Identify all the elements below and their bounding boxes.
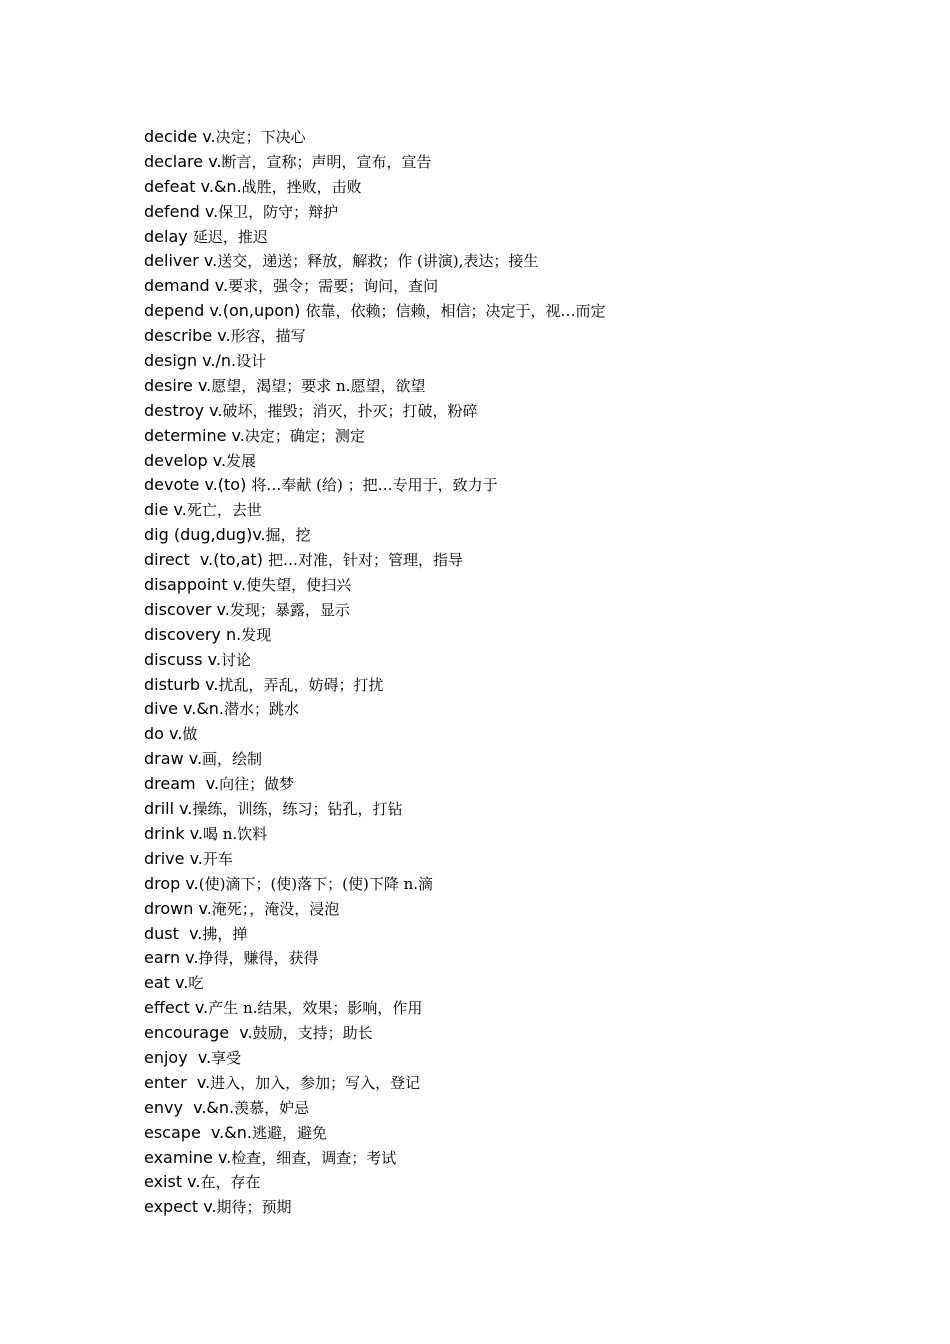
vocabulary-entry [144,498,606,523]
vocabulary-entry [144,722,606,747]
vocabulary-entry [144,449,606,474]
vocabulary-entry [144,623,606,648]
entry-definition: 讨论 [220,650,251,669]
entry-definition: 断言，宣称；声明，宣布，宣告 [221,152,432,171]
entry-definition: 决定；下决心 [215,128,306,146]
vocabulary-entry [144,897,606,922]
entry-definition: 做 [182,725,198,744]
entry-word: design v./n. [144,351,237,371]
vocabulary-entry [144,150,606,175]
vocabulary-entry [144,598,606,623]
vocabulary-entry [144,996,606,1021]
entry-definition: 送交，递送；释放，解救；作 (讲演),表达；接生 [217,252,539,271]
entry-definition: 吃 [188,974,204,993]
entry-word: declare v. [144,151,222,171]
vocabulary-entry [144,225,606,250]
entry-word: desire v. [144,375,212,395]
vocabulary-entry [144,1195,606,1220]
vocabulary-entry [144,797,606,822]
entry-definition: 形容，描写 [230,327,306,346]
vocabulary-entry [144,1046,606,1071]
entry-word: determine v. [144,425,245,445]
entry-definition: 期待；预期 [216,1198,292,1217]
vocabulary-entry [144,971,606,996]
entry-definition: 保卫，防守；辩护 [218,202,339,221]
entry-word: discovery n. [144,624,242,644]
entry-definition: 依靠，依赖；信赖，相信；决定于，视…而定 [305,302,606,321]
vocabulary-entry [144,1021,606,1046]
entry-word: exist v. [144,1172,201,1192]
entry-word: envy v.&n. [144,1097,235,1117]
vocabulary-entry [144,772,606,797]
vocabulary-entry [144,1146,606,1171]
vocabulary-entry [144,200,606,225]
vocabulary-entry [144,946,606,971]
entry-word: disappoint v. [144,575,247,595]
entry-definition: 愿望，渴望；要求 n.愿望，欲望 [211,376,426,395]
vocabulary-entry [144,573,606,598]
entry-definition: 设计 [236,352,267,371]
vocabulary-entry [144,1121,606,1146]
entry-word: earn v. [144,948,199,968]
entry-word: expect v. [144,1197,217,1217]
vocabulary-entry [144,1170,606,1195]
entry-word: do v. [144,724,183,744]
vocabulary-entry [144,822,606,847]
entry-definition: 发现 [241,625,272,644]
entry-definition: 掘，挖 [265,526,311,545]
entry-definition: 拂，掸 [202,924,248,943]
entry-definition: 羡慕，妒忌 [234,1098,310,1117]
entry-word: drink v. [144,823,203,843]
entry-definition: 把…对准，针对；管理，指导 [268,551,464,570]
entry-definition: 潜水；跳水 [224,700,300,719]
entry-definition: 检查，细查，调查；考试 [231,1148,397,1167]
vocabulary-entry [144,125,606,150]
entry-word: encourage v. [144,1023,253,1043]
entry-definition: 破坏，摧毁；消灭，扑灭；打破，粉碎 [222,401,478,420]
entry-definition: 延迟，推迟 [192,227,268,246]
vocabulary-entry [144,274,606,299]
entry-word: drive v. [144,848,203,868]
entry-definition: 死亡，去世 [186,501,262,520]
entry-word: examine v. [144,1147,232,1167]
entry-word: depend v.(on,upon) [144,301,306,321]
entry-word: drill v. [144,799,193,819]
entry-word: discuss v. [144,649,221,669]
vocabulary-entry [144,374,606,399]
entry-word: dust v. [144,923,203,943]
vocabulary-entry [144,747,606,772]
entry-word: develop v. [144,450,227,470]
entry-definition: (使)滴下；(使)落下；(使)下降 n.滴 [198,874,434,893]
entry-word: dream v. [144,774,220,794]
entry-definition: 战胜，挫败，击败 [241,177,362,196]
entry-word: devote v.(to) [144,475,252,495]
entry-word: draw v. [144,749,203,769]
entry-definition: 将…奉献 (给) ；把…专用于，致力于 [251,476,498,495]
entry-word: dive v.&n. [144,699,225,719]
entry-word: describe v. [144,326,231,346]
vocabulary-list [144,125,606,1220]
entry-definition: 画，绘制 [202,750,263,769]
entry-word: effect v. [144,998,209,1018]
entry-definition: 逃避，避免 [251,1123,327,1142]
entry-word: enjoy v. [144,1047,212,1067]
entry-word: destroy v. [144,400,223,420]
entry-definition: 使失望，使扫兴 [246,576,352,595]
vocabulary-entry [144,399,606,424]
entry-word: drown v. [144,898,212,918]
entry-word: eat v. [144,973,189,993]
vocabulary-entry [144,673,606,698]
vocabulary-entry [144,523,606,548]
vocabulary-entry [144,249,606,274]
entry-word: dig (dug,dug)v. [144,525,266,545]
entry-definition: 发展 [226,451,257,470]
entry-definition: 开车 [202,849,233,868]
vocabulary-entry [144,872,606,897]
vocabulary-entry [144,847,606,872]
entry-definition: 进入，加入，参加；写入，登记 [210,1073,421,1092]
entry-word: discover v. [144,599,230,619]
entry-definition: 要求，强令；需要；询问，查问 [228,277,439,296]
entry-definition: 操练，训练，练习；钻孔，打钻 [192,800,403,819]
vocabulary-entry [144,473,606,498]
entry-definition: 挣得，赚得，获得 [198,949,319,968]
entry-word: escape v.&n. [144,1122,252,1142]
entry-word: deliver v. [144,251,218,271]
vocabulary-entry [144,648,606,673]
entry-word: defend v. [144,201,219,221]
vocabulary-entry [144,548,606,573]
vocabulary-entry [144,324,606,349]
entry-word: disturb v. [144,674,219,694]
vocabulary-entry [144,697,606,722]
entry-definition: 淹死；，淹没，浸泡 [211,899,340,918]
entry-definition: 鼓励，支持；助长 [252,1024,373,1043]
entry-word: demand v. [144,276,229,296]
entry-definition: 发现；暴露，显示 [229,600,350,619]
vocabulary-entry [144,424,606,449]
entry-definition: 产生 n.结果，效果；影响，作用 [208,999,423,1018]
entry-definition: 享受 [211,1048,242,1067]
vocabulary-entry [144,1071,606,1096]
entry-word: direct v.(to,at) [144,550,269,570]
entry-word: drop v. [144,873,199,893]
vocabulary-entry [144,349,606,374]
entry-word: enter v. [144,1072,211,1092]
entry-definition: 扰乱，弄乱，妨碍；打扰 [218,675,384,694]
entry-word: decide v. [144,127,216,146]
vocabulary-entry [144,922,606,947]
entry-definition: 在，存在 [200,1173,261,1192]
entry-word: defeat v.&n. [144,176,242,196]
vocabulary-entry [144,175,606,200]
entry-word: die v. [144,500,187,520]
vocabulary-entry [144,299,606,324]
entry-definition: 向往；做梦 [219,775,295,794]
entry-word: delay [144,226,193,246]
entry-definition: 决定；确定；测定 [244,426,365,445]
vocabulary-entry [144,1096,606,1121]
entry-definition: 喝 n.饮料 [202,824,268,843]
